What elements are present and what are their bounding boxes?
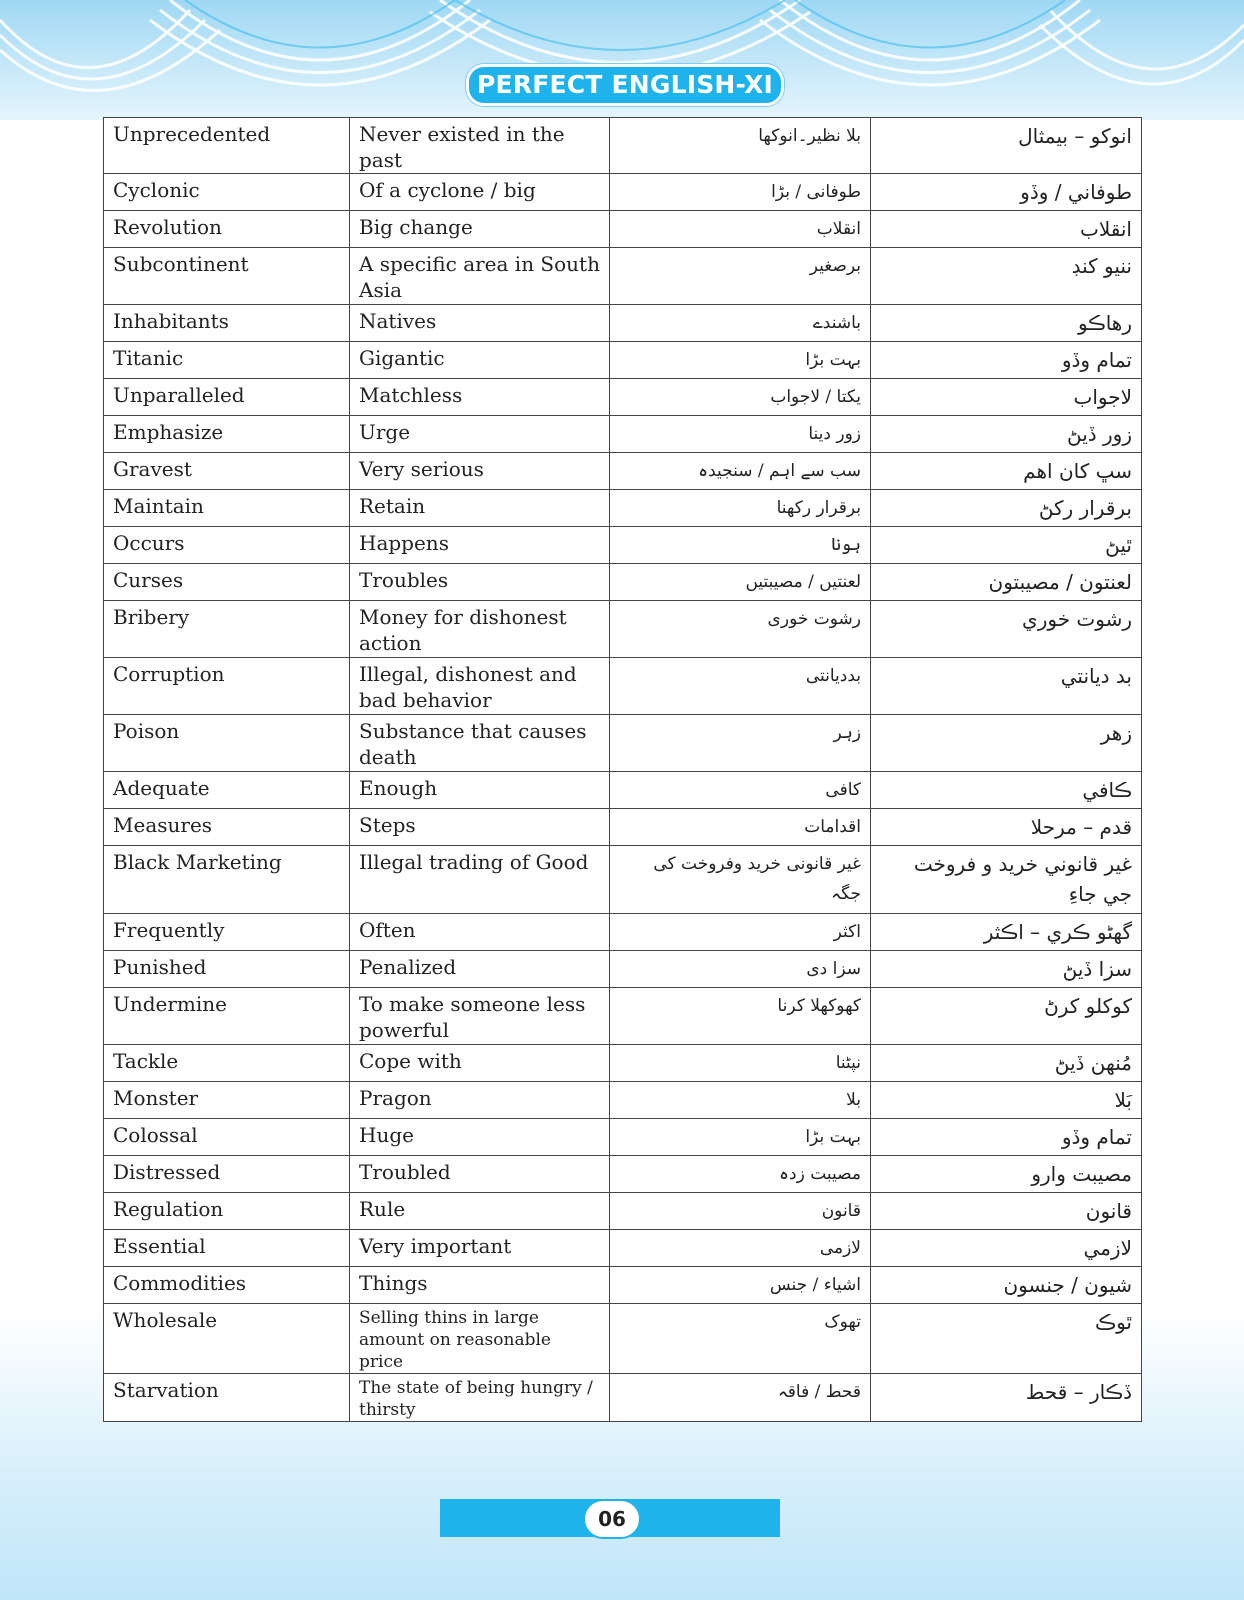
sindhi-cell: ڏڪار – قحط (871, 1374, 1142, 1422)
table-row (104, 1082, 1142, 1119)
word-cell: Adequate (104, 772, 350, 809)
word-cell: Bribery (104, 601, 350, 658)
table-row (104, 809, 1142, 846)
table-row (104, 1230, 1142, 1267)
sindhi-cell: تمام وڏو (871, 1119, 1142, 1156)
sindhi-cell: ننيو کنڊ (871, 248, 1142, 305)
meaning-cell: Happens (350, 527, 610, 564)
table-row (104, 379, 1142, 416)
word-cell: Wholesale (104, 1304, 350, 1374)
word-cell: Frequently (104, 914, 350, 951)
urdu-cell: اشیاء / جنس (610, 1267, 871, 1304)
word-cell: Maintain (104, 490, 350, 527)
sindhi-cell: ٿوڪ (871, 1304, 1142, 1374)
word-cell: Commodities (104, 1267, 350, 1304)
word-cell: Titanic (104, 342, 350, 379)
sindhi-cell: بَلا (871, 1082, 1142, 1119)
meaning-cell: Pragon (350, 1082, 610, 1119)
urdu-cell: مصیبت زدہ (610, 1156, 871, 1193)
urdu-cell: لازمی (610, 1230, 871, 1267)
sindhi-cell: لاجواب (871, 379, 1142, 416)
meaning-cell: Penalized (350, 951, 610, 988)
table-row (104, 174, 1142, 211)
meaning-cell: Retain (350, 490, 610, 527)
sindhi-cell: زهر (871, 715, 1142, 772)
meaning-cell: Big change (350, 211, 610, 248)
urdu-cell: اقدامات (610, 809, 871, 846)
urdu-cell: اکثر (610, 914, 871, 951)
table-row (104, 211, 1142, 248)
meaning-cell: Cope with (350, 1045, 610, 1082)
sindhi-cell: زور ڏيڻ (871, 416, 1142, 453)
table-row (104, 658, 1142, 715)
meaning-cell: Enough (350, 772, 610, 809)
meaning-cell: Gigantic (350, 342, 610, 379)
urdu-cell: برقرار رکھنا (610, 490, 871, 527)
meaning-cell: Things (350, 1267, 610, 1304)
sindhi-cell: سزا ڏيڻ (871, 951, 1142, 988)
urdu-cell: برصغیر (610, 248, 871, 305)
meaning-cell: Substance that causes death (350, 715, 610, 772)
meaning-cell: Selling thins in large amount on reasonable price (350, 1304, 610, 1374)
urdu-cell: لعنتیں / مصیبتیں (610, 564, 871, 601)
meaning-cell: Very important (350, 1230, 610, 1267)
table-row (104, 1045, 1142, 1082)
table-row (104, 416, 1142, 453)
word-cell: Occurs (104, 527, 350, 564)
meaning-cell: Often (350, 914, 610, 951)
sindhi-cell: گهڻو ڪري – اڪثر (871, 914, 1142, 951)
sindhi-cell: تمام وڏو (871, 342, 1142, 379)
sindhi-cell: شيون / جنسون (871, 1267, 1142, 1304)
word-cell: Revolution (104, 211, 350, 248)
word-cell: Regulation (104, 1193, 350, 1230)
meaning-cell: The state of being hungry / thirsty (350, 1374, 610, 1422)
word-cell: Monster (104, 1082, 350, 1119)
urdu-cell: نپٹنا (610, 1045, 871, 1082)
urdu-cell: ہونا (610, 527, 871, 564)
urdu-cell: باشندے (610, 305, 871, 342)
table-row (104, 951, 1142, 988)
vocabulary-table (103, 117, 1142, 1422)
table-row (104, 248, 1142, 305)
meaning-cell: Illegal trading of Good (350, 846, 610, 914)
word-cell: Unparalleled (104, 379, 350, 416)
sindhi-cell: ڪافي (871, 772, 1142, 809)
table-row (104, 846, 1142, 914)
urdu-cell: کھوکھلا کرنا (610, 988, 871, 1045)
table-row (104, 715, 1142, 772)
sindhi-cell: قدم – مرحلا (871, 809, 1142, 846)
table-row (104, 1193, 1142, 1230)
meaning-cell: Huge (350, 1119, 610, 1156)
meaning-cell: Illegal, dishonest and bad behavior (350, 658, 610, 715)
word-cell: Starvation (104, 1374, 350, 1422)
urdu-cell: یکتا / لاجواب (610, 379, 871, 416)
table-row (104, 342, 1142, 379)
sindhi-cell: سڀ کان اهم (871, 453, 1142, 490)
meaning-cell: Money for dishonest action (350, 601, 610, 658)
word-cell: Essential (104, 1230, 350, 1267)
word-cell: Subcontinent (104, 248, 350, 305)
table-row (104, 305, 1142, 342)
table-row (104, 988, 1142, 1045)
word-cell: Cyclonic (104, 174, 350, 211)
sindhi-cell: لازمي (871, 1230, 1142, 1267)
table-row (104, 601, 1142, 658)
word-cell: Poison (104, 715, 350, 772)
table-row (104, 1304, 1142, 1374)
meaning-cell: Matchless (350, 379, 610, 416)
urdu-cell: بلا نظیر۔انوکھا (610, 118, 871, 174)
sindhi-cell: مُنهن ڏيڻ (871, 1045, 1142, 1082)
urdu-cell: رشوت خوری (610, 601, 871, 658)
meaning-cell: To make someone less powerful (350, 988, 610, 1045)
table-row (104, 1156, 1142, 1193)
urdu-cell: قحط / فاقہ (610, 1374, 871, 1422)
word-cell: Measures (104, 809, 350, 846)
table-row (104, 118, 1142, 174)
table-row (104, 1267, 1142, 1304)
sindhi-cell: کوکلو کرڻ (871, 988, 1142, 1045)
meaning-cell: Urge (350, 416, 610, 453)
meaning-cell: Of a cyclone / big (350, 174, 610, 211)
table-row (104, 1374, 1142, 1422)
meaning-cell: Natives (350, 305, 610, 342)
table-row (104, 564, 1142, 601)
meaning-cell: A specific area in South Asia (350, 248, 610, 305)
urdu-cell: انقلاب (610, 211, 871, 248)
word-cell: Tackle (104, 1045, 350, 1082)
sindhi-cell: قانون (871, 1193, 1142, 1230)
meaning-cell: Steps (350, 809, 610, 846)
table-row (104, 453, 1142, 490)
sindhi-cell: انوکو – بيمثال (871, 118, 1142, 174)
table-row (104, 527, 1142, 564)
table-row (104, 1119, 1142, 1156)
urdu-cell: طوفانی / بڑا (610, 174, 871, 211)
table-row (104, 772, 1142, 809)
urdu-cell: بہت بڑا (610, 1119, 871, 1156)
word-cell: Corruption (104, 658, 350, 715)
urdu-cell: تھوک (610, 1304, 871, 1374)
urdu-cell: کافی (610, 772, 871, 809)
urdu-cell: زور دینا (610, 416, 871, 453)
sindhi-cell: لعنتون / مصيبتون (871, 564, 1142, 601)
urdu-cell: زہر (610, 715, 871, 772)
urdu-cell: بلا (610, 1082, 871, 1119)
urdu-cell: بددیانتی (610, 658, 871, 715)
meaning-cell: Troubled (350, 1156, 610, 1193)
urdu-cell: سب سے اہم / سنجیدہ (610, 453, 871, 490)
word-cell: Punished (104, 951, 350, 988)
word-cell: Gravest (104, 453, 350, 490)
sindhi-cell: رهاڪو (871, 305, 1142, 342)
sindhi-cell: مصيبت وارو (871, 1156, 1142, 1193)
sindhi-cell: ٿيڻ (871, 527, 1142, 564)
word-cell: Distressed (104, 1156, 350, 1193)
sindhi-cell: برقرار رکڻ (871, 490, 1142, 527)
meaning-cell: Very serious (350, 453, 610, 490)
meaning-cell: Rule (350, 1193, 610, 1230)
page-title: PERFECT ENGLISH-XI (466, 64, 784, 106)
sindhi-cell: غير قانوني خريد و فروخت جي جاءِ (871, 846, 1142, 914)
sindhi-cell: طوفاني / وڏو (871, 174, 1142, 211)
meaning-cell: Troubles (350, 564, 610, 601)
sindhi-cell: انقلاب (871, 211, 1142, 248)
sindhi-cell: رشوت خوري (871, 601, 1142, 658)
meaning-cell: Never existed in the past (350, 118, 610, 174)
word-cell: Curses (104, 564, 350, 601)
urdu-cell: غیر قانونی خرید وفروخت کی جگہ (610, 846, 871, 914)
word-cell: Undermine (104, 988, 350, 1045)
sindhi-cell: بد دیانتي (871, 658, 1142, 715)
table-row (104, 914, 1142, 951)
page-number: 06 (583, 1499, 641, 1539)
urdu-cell: قانون (610, 1193, 871, 1230)
table-row (104, 490, 1142, 527)
urdu-cell: سزا دی (610, 951, 871, 988)
word-cell: Emphasize (104, 416, 350, 453)
urdu-cell: بہت بڑا (610, 342, 871, 379)
word-cell: Colossal (104, 1119, 350, 1156)
word-cell: Unprecedented (104, 118, 350, 174)
word-cell: Inhabitants (104, 305, 350, 342)
word-cell: Black Marketing (104, 846, 350, 914)
